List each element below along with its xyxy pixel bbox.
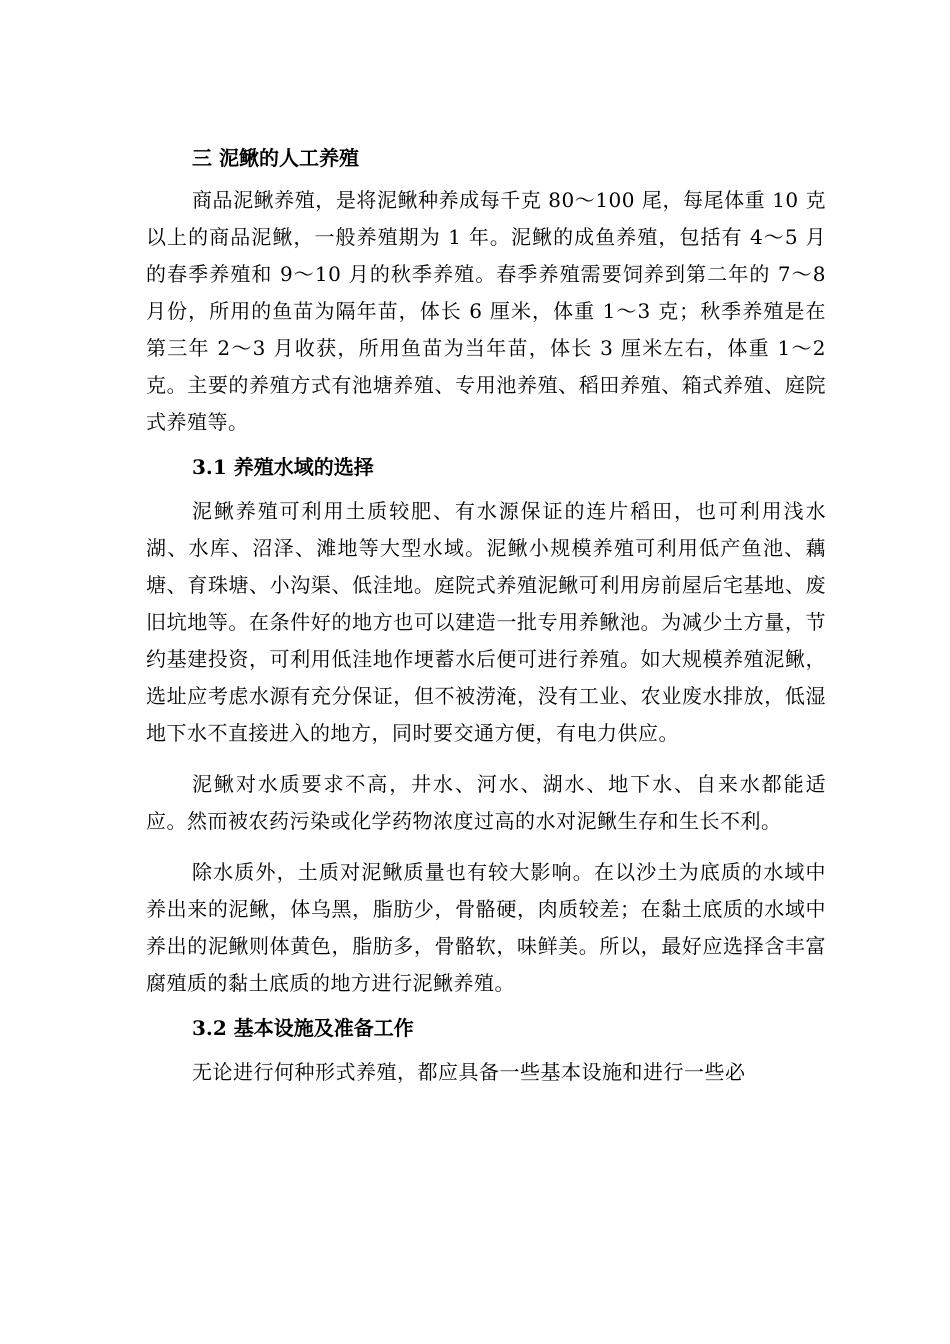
document-page bbox=[146, 140, 826, 1091]
subsection-1-paragraph-2: 泥鳅对水质要求不高，井水、河水、湖水、地下水、自来水都能适应。然而被农药污染或化学药物浓度过高的水对泥鳅生存和生长不利。 bbox=[146, 772, 826, 833]
subsection-1-title: 3.1 养殖水域的选择 bbox=[192, 455, 374, 479]
section-intro-paragraph: 商品泥鳅养殖，是将泥鳅种养成每千克 80～100 尾，每尾体重 10 克以上的商品泥鳅，一般养殖期为 1 年。泥鳅的成鱼养殖，包括有 4～5 月的春季养殖和 9～10 月的秋季养殖。春季养殖需要饲养到第二年的 7～8 月份，所用的鱼苗为隔年苗，体长 6 厘米，体重 1～3 克；秋季养殖是在第三年 2～3 月收获，所用鱼苗为当年苗，体长 3 厘米左右，体重 1～2 克。主要的养殖方式有池塘养殖、专用池养殖、稻田养殖、箱式养殖、庭院式养殖等。 bbox=[146, 188, 826, 434]
subsection-2-title: 3.2 基本设施及准备工作 bbox=[192, 1016, 414, 1040]
subsection-1-paragraph-3: 除水质外，土质对泥鳅质量也有较大影响。在以沙土为底质的水域中养出来的泥鳅，体乌黑，脂肪少，骨骼硬，肉质较差；在黏土底质的水域中养出的泥鳅则体黄色，脂肪多，骨骼软，味鲜美。所以，最好应选择含丰富腐殖质的黏土底质的地方进行泥鳅养殖。 bbox=[146, 860, 826, 995]
subsection-2-paragraph-1: 无论进行何种形式养殖，都应具备一些基本设施和进行一些必 bbox=[192, 1060, 746, 1084]
subsection-1-paragraph-1: 泥鳅养殖可利用土质较肥、有水源保证的连片稻田，也可利用浅水湖、水库、沼泽、滩地等大型水域。泥鳅小规模养殖可利用低产鱼池、藕塘、育珠塘、小沟渠、低洼地。庭院式养殖泥鳅可利用房前屋后宅基地、废旧坑地等。在条件好的地方也可以建造一批专用养鳅池。为减少土方量，节约基建投资，可利用低洼地作埂蓄水后便可进行养殖。如大规模养殖泥鳅，选址应考虑水源有充分保证，但不被涝淹，没有工业、农业废水排放，低湿地下水不直接进入的地方，同时要交通方便，有电力供应。 bbox=[146, 499, 826, 745]
section-title: 三 泥鳅的人工养殖 bbox=[192, 146, 359, 170]
